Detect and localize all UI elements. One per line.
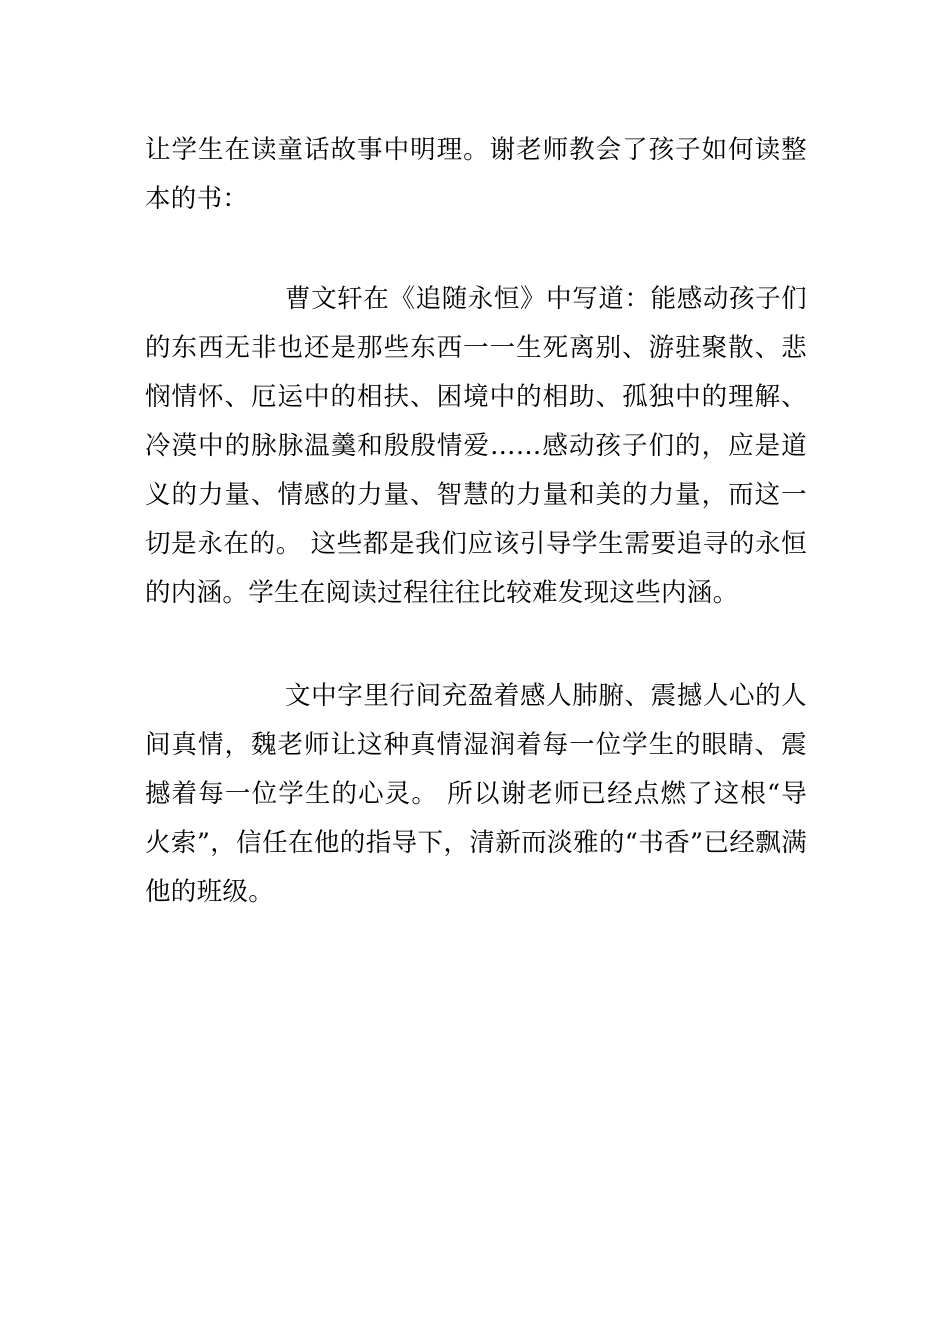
paragraph-1: 让学生在读童话故事中明理。谢老师教会了孩子如何读整本的书： [145, 135, 807, 214]
paragraph-3: 文中字里行间充盈着感人肺腑、震撼人心的人间真情，魏老师让这种真情湿润着每一位学生的眼睛、震撼着每一位学生的心灵。 所以谢老师已经点燃了这根“导火索”，信任在他的指导下，清新而淡雅的“书香”已经飘满他的班级。 [145, 681, 807, 907]
paragraph-2: 曹文轩在《追随永恒》中写道：能感动孩子们的东西无非也还是那些东西一一生死离别、游驻聚散、悲悯情怀、厄运中的相扶、困境中的相助、孤独中的理解、冷漠中的脉脉温羹和殷殷情爱……感动孩子们的，应是道义的力量、情感的力量、智慧的力量和美的力量，而这一切是永在的。 这些都是我们应该引导学生需要追寻的永恒的内涵。学生在阅读过程往往比较难发现这些内涵。 [145, 284, 807, 608]
